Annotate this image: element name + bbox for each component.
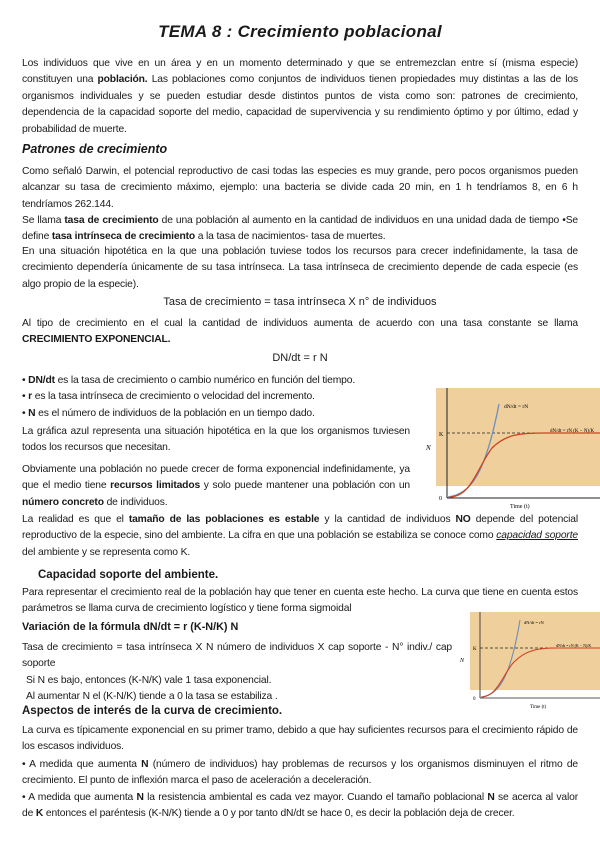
- text: es la tasa de crecimiento o cambio numérico en función del tiempo.: [54, 375, 356, 386]
- bold-term: número concreto: [22, 496, 104, 508]
- x-axis-label: Time (t): [510, 504, 530, 510]
- paragraph: [22, 316, 578, 349]
- bold-term: N: [487, 792, 495, 803]
- text: de individuos.: [103, 496, 168, 508]
- text: y la cantidad de individuos: [319, 514, 456, 525]
- section-heading-aspectos: Aspectos de interés de la curva de crecimiento.: [22, 705, 283, 717]
- underlined-term: capacidad soporte: [496, 530, 578, 542]
- bold-term: K: [35, 808, 44, 820]
- bold-term: CRECIMIENTO EXPONENCIAL.: [22, 334, 171, 346]
- paragraph: [22, 512, 578, 561]
- paragraph: La curva es típicamente exponencial en su primer tramo, debido a que hay suficientes recursos para el crecimiento rápido de los escasos individuos.: [22, 725, 578, 753]
- section-heading-patrones: Patrones de crecimiento: [22, 142, 168, 156]
- formula-exponencial: DN/dt = r N: [272, 352, 328, 364]
- paragraph: [22, 462, 410, 511]
- text: a la tasa de nacimientos- tasa de muertes.: [195, 231, 386, 243]
- text: y solo puede mantener una población con un: [200, 480, 410, 492]
- logistic-equation: dN/dt = rN (K − N)/K: [556, 643, 592, 648]
- y-axis-label: N: [460, 658, 465, 664]
- bold-term: tamaño de las poblaciones es estable: [128, 514, 320, 525]
- bold-term: N: [136, 792, 144, 803]
- text: del ambiente y se representa como K.: [22, 546, 191, 558]
- bullet-item: • r es la tasa intrínseca de crecimiento o velocidad del incremento.: [22, 391, 315, 403]
- text: entonces el paréntesis (K-N/K) tiende a 0 y por tanto dN/dt se hace 0, es decir la población deja de crecer.: [43, 808, 515, 820]
- paragraph: Para representar el crecimiento real de la población hay que tener en cuenta este hecho. La curva que tiene en cuenta estos parámetros se llama curva de crecimiento logístico y tiene forma sigmoidal: [22, 587, 578, 615]
- text: se acerca al valor de: [22, 792, 578, 820]
- bold-term: N: [141, 759, 149, 770]
- text: La realidad es que el: [22, 514, 129, 525]
- intro-paragraph: [22, 56, 578, 138]
- growth-curve-chart: [410, 386, 600, 510]
- paragraph: Tasa de crecimiento = tasa intrínseca X N número de individuos X cap soporte - N° indiv./ cap soporte: [22, 642, 452, 670]
- bold-term: población.: [97, 74, 148, 86]
- page-title: TEMA 8 : Crecimiento poblacional: [158, 22, 442, 41]
- text: Se llama: [22, 215, 65, 226]
- zero-label: 0: [473, 697, 476, 702]
- y-axis-label: N: [426, 444, 431, 452]
- paragraph: [22, 790, 578, 823]
- x-axis-label: Time (t): [530, 705, 547, 710]
- text: es la tasa intrínseca de crecimiento o velocidad del incremento.: [32, 391, 315, 403]
- bold-term: recursos limitados: [110, 480, 201, 492]
- k-label: K: [439, 432, 444, 438]
- paragraph: Como señaló Darwin, el potencial reproductivo de casi todas las especies es muy grande, pero pocos organismos pueden alcanzar su tasa de crecimiento máximo, ejemplo: una bacteria se divide cada 20 min, en 1 h tendríamos 8, en 6 h tendríamos 262.144.: [22, 166, 578, 210]
- paragraph: Al aumentar N el (K-N/K) tiende a 0 la tasa se estabiliza .: [26, 691, 278, 702]
- bullet-list: [22, 373, 410, 422]
- chart-background: [436, 388, 600, 486]
- formula-variation-heading: Variación de la fórmula dN/dt = r (K-N/K) N: [22, 621, 239, 633]
- text: Los individuos que vive en un área y en un momento determinado y que se entremezclan entre sí (misma especie) constituyen una: [22, 58, 578, 86]
- logistic-equation: dN/dt = rN (K − N)/K: [550, 429, 595, 434]
- bullet-item: • DN/dt es la tasa de crecimiento o cambio numérico en función del tiempo.: [22, 375, 356, 386]
- k-label: K: [473, 647, 477, 652]
- logistic-curve-chart: [452, 610, 600, 710]
- bold-term: tasa intrínseca de crecimiento: [51, 231, 196, 243]
- text: Las poblaciones como conjuntos de individuos tienen propiedades muy distintas a las de los organismos individuales y se pueden estudiar desde distintos puntos de vista como son: patrones de crecimiento, dependencia de la capacidad soporte del medio, capacidad de supervivencia y su rendimiento óptimo y por último, edad y probabilidad de muerte.: [22, 74, 578, 135]
- bold-term: N: [28, 407, 36, 419]
- text: Obviamente una población no puede crecer de forma exponencial indefinidamente, ya que el medio tiene: [22, 464, 410, 492]
- paragraph: La gráfica azul representa una situación hipotética en la que los organismos tuviesen todos los recursos que necesitan.: [22, 426, 410, 454]
- bold-term: DN/dt: [28, 375, 55, 386]
- exponential-equation: dN/dt = rN: [524, 620, 544, 625]
- bold-term: tasa de crecimiento: [64, 215, 159, 226]
- text: depende del potencial reproductivo de la especie, sino del ambiente. La cifra en que una población se estabiliza se conoce como: [22, 514, 578, 542]
- paragraph: [22, 757, 578, 790]
- text: es el número de individuos de la población en un tiempo dado.: [35, 407, 315, 419]
- text: • A medida que aumenta: [22, 792, 137, 803]
- bold-term: r: [28, 391, 33, 403]
- formula-tasa: Tasa de crecimiento = tasa intrínseca X n° de individuos: [163, 296, 437, 308]
- text: de una población al aumento en la cantidad de individuos en una unidad dada de tiempo •Se define: [22, 215, 578, 243]
- text: (número de individuos) hay problemas de recursos y los organismos disminuyen el ritmo de crecimiento. El punto de inflexión marca el paso de aceleración a deceleración.: [22, 759, 578, 787]
- exponential-equation: dN/dt = rN: [504, 404, 529, 410]
- section-heading-capacidad: Capacidad soporte del ambiente.: [38, 569, 219, 581]
- text: la resistencia ambiental es cada vez mayor. Cuando el tamaño poblacional: [143, 792, 488, 803]
- text: • A medida que aumenta: [22, 759, 142, 770]
- text: Al tipo de crecimiento en el cual la cantidad de individuos aumenta de acuerdo con una tasa constante se llama: [22, 318, 578, 329]
- bullet-item: • N es el número de individuos de la población en un tiempo dado.: [22, 407, 315, 419]
- paragraph: En una situación hipotética en la que una población tuviese todos los recursos para crecer indefinidamente, la tasa de crecimiento dependería únicamente de su tasa intrínseca. La tasa intrínseca de crecimiento depende de cada especie (es algo propio de la especie).: [22, 246, 578, 290]
- bold-term: NO: [455, 514, 471, 525]
- zero-label: 0: [439, 496, 442, 502]
- paragraph: Si N es bajo, entonces (K-N/K) vale 1 tasa exponencial.: [26, 675, 272, 686]
- paragraph: [22, 213, 578, 246]
